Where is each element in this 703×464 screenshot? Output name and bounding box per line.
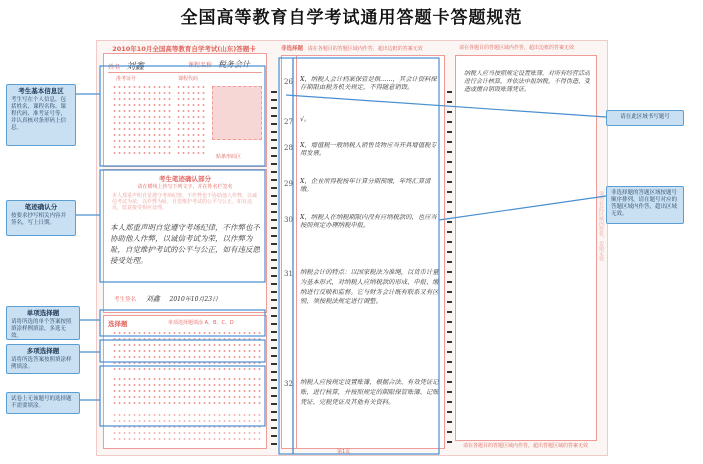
signature-label: 考生签名 bbox=[114, 297, 137, 303]
callout-write-number bbox=[606, 110, 684, 126]
callout-write-number-body: 请在此区域书写题号 bbox=[620, 114, 670, 120]
callout-handwriting-body: 按要求抄写相关内容并签名，写上日期。 bbox=[11, 213, 67, 226]
callout-basic-info-body: 考生写在个人信息，包括姓名、课程名称、课程代码、准考证号等，并认真核对条形码上信息。 bbox=[11, 97, 67, 131]
name-label: 姓名 bbox=[108, 64, 121, 71]
handwriting-copy[interactable]: 本人郑重声明自觉遵守考场纪律，不作弊也不协助他人作弊，以诚信考试为荣，以作弊为耻，自觉维护考试的公平与公正，如有违反愿接受处理。 bbox=[110, 223, 260, 265]
info-col-2: 课程代码 bbox=[178, 76, 199, 82]
name-value: 刘鑫 bbox=[125, 62, 144, 72]
callout-single-choice bbox=[6, 306, 80, 340]
callout-unused-choice-body: 试卷上无该题号的选择题不需要填涂。 bbox=[11, 396, 72, 409]
q31-answer[interactable]: 纳税会计的特点：以国家税法为准绳，以货币计量为基本形式，对纳税人应纳税款的形成、申报、缴纳进行反映和监督。它与财务会计既有联系又有区别，须按税法规定进行调整。 bbox=[300, 269, 439, 306]
course-value: 税务会计 bbox=[217, 60, 250, 69]
q26-number: 26 bbox=[284, 78, 293, 86]
barcode-area bbox=[212, 86, 262, 140]
callout-non-choice-body: 非选择题的答题区域按题号顺序排列，请在题号对应的答题区域内作答，超出区域无效。 bbox=[611, 190, 678, 217]
q28-number: 28 bbox=[284, 144, 293, 152]
sheet-header: 2010年10月全国高等教育自学考试(山东)答题卡 bbox=[112, 45, 256, 53]
timing-marks-left bbox=[271, 91, 277, 447]
right-answer-area[interactable] bbox=[455, 55, 597, 441]
page-title: 全国高等教育自学考试通用答题卡答题规范 bbox=[180, 8, 523, 28]
right-footer: 请在各题目的答题区域内作答，超出答题区域的答案无效 bbox=[463, 443, 589, 449]
candidate-info-box bbox=[103, 53, 267, 167]
callout-unused-choice bbox=[6, 392, 80, 414]
middle-header bbox=[281, 44, 441, 52]
confirm-title: 考生笔迹确认部分 bbox=[159, 175, 211, 183]
confirm-hint: 请在横线上抄写下列文字，并在姓名栏签名 bbox=[137, 184, 233, 190]
date-value[interactable]: 2010年10月23日 bbox=[169, 296, 219, 303]
answer-sheet bbox=[96, 40, 608, 456]
barcode-label: 贴条形码区 bbox=[216, 154, 242, 160]
info-col-1: 准考证号 bbox=[116, 76, 137, 82]
side-vertical-note: 请勿在此区域内作答，否则无效 bbox=[598, 191, 604, 261]
q30-answer[interactable]: X，纳税人在纳税期限内没有应纳税款的，也应当按照规定办理纳税申报。 bbox=[300, 214, 437, 230]
middle-note: 请在各题目的答题区域内作答，超出边框的答案无效 bbox=[307, 46, 423, 52]
callout-multi-choice bbox=[6, 344, 80, 374]
choice-note: 单项选择题填涂 A、B、C、D bbox=[168, 320, 234, 326]
callout-non-choice bbox=[606, 186, 684, 224]
id-bubble-grid[interactable] bbox=[112, 84, 172, 154]
callout-basic-info bbox=[6, 84, 76, 146]
callout-single-choice-title: 单项选择题 bbox=[26, 309, 60, 317]
q29-number: 29 bbox=[284, 180, 293, 188]
right-handwriting[interactable]: 纳税人应当按照规定设置账簿，对所有经营活动进行会计核算，并依法申报纳税，不得伪造、变造或擅自销毁账簿凭证。 bbox=[464, 70, 590, 93]
q28-answer[interactable]: X，增值税一般纳税人销售货物应当开具增值税专用发票。 bbox=[300, 142, 437, 158]
q27-answer[interactable]: √。 bbox=[300, 116, 311, 123]
unused-choice-bubbles[interactable] bbox=[112, 412, 262, 442]
non-choice-answer-area[interactable] bbox=[281, 55, 445, 449]
callout-handwriting bbox=[6, 200, 76, 236]
single-choice-bubbles[interactable] bbox=[112, 330, 262, 370]
callout-multi-choice-body: 请将所选答案按照填涂样例填涂。 bbox=[11, 357, 72, 370]
q32-number: 32 bbox=[284, 380, 293, 388]
timing-marks-mid bbox=[447, 91, 452, 447]
callout-basic-info-title: 考生基本信息区 bbox=[18, 87, 64, 95]
q32-answer[interactable]: 纳税人应按规定设置账簿，根据合法、有效凭证记账，进行核算，并按照规定的期限保管账簿、记账凭证、完税凭证及其他有关资料。 bbox=[300, 379, 439, 406]
q30-number: 30 bbox=[284, 216, 293, 224]
q31-number: 31 bbox=[284, 270, 293, 278]
non-choice-label: 非选择题 bbox=[281, 46, 304, 52]
code-bubble-grid[interactable] bbox=[176, 84, 206, 154]
callout-multi-choice-title: 多项选择题 bbox=[26, 347, 60, 355]
page-number: 第1页 bbox=[337, 449, 351, 455]
handwriting-confirm-box bbox=[103, 169, 267, 313]
choice-title: 选择题 bbox=[108, 320, 128, 328]
q27-number: 27 bbox=[284, 118, 293, 126]
choice-section bbox=[103, 315, 267, 449]
callout-handwriting-title: 笔迹确认分 bbox=[24, 203, 58, 211]
q26-answer[interactable]: X，纳税人会计档案保管是指……，其会计资料保存期限由税务机关规定，不得随意销毁。 bbox=[300, 76, 437, 92]
signature-value[interactable]: 刘鑫 bbox=[145, 295, 160, 303]
question-number-column bbox=[282, 56, 297, 448]
confirm-text: 本人郑重声明自觉遵守考场纪律，不作弊也不协助他人作弊，以诚信考试为荣，以作弊为耻，自觉维护考试的公平与公正，如有违反，愿意接受相应处理。 bbox=[112, 193, 258, 211]
right-header: 请在各题目的答题区域内作答，超出边框的答案无效 bbox=[459, 45, 575, 51]
multi-choice-bubbles[interactable] bbox=[112, 376, 262, 406]
course-label: 课程名称 bbox=[188, 62, 213, 69]
callout-single-choice-body: 请将所选的单个答案按照填涂样例填涂，多选无效。 bbox=[11, 319, 72, 339]
q29-answer[interactable]: X，企业所得税按年计算分期预缴，年终汇算清缴。 bbox=[300, 178, 431, 194]
